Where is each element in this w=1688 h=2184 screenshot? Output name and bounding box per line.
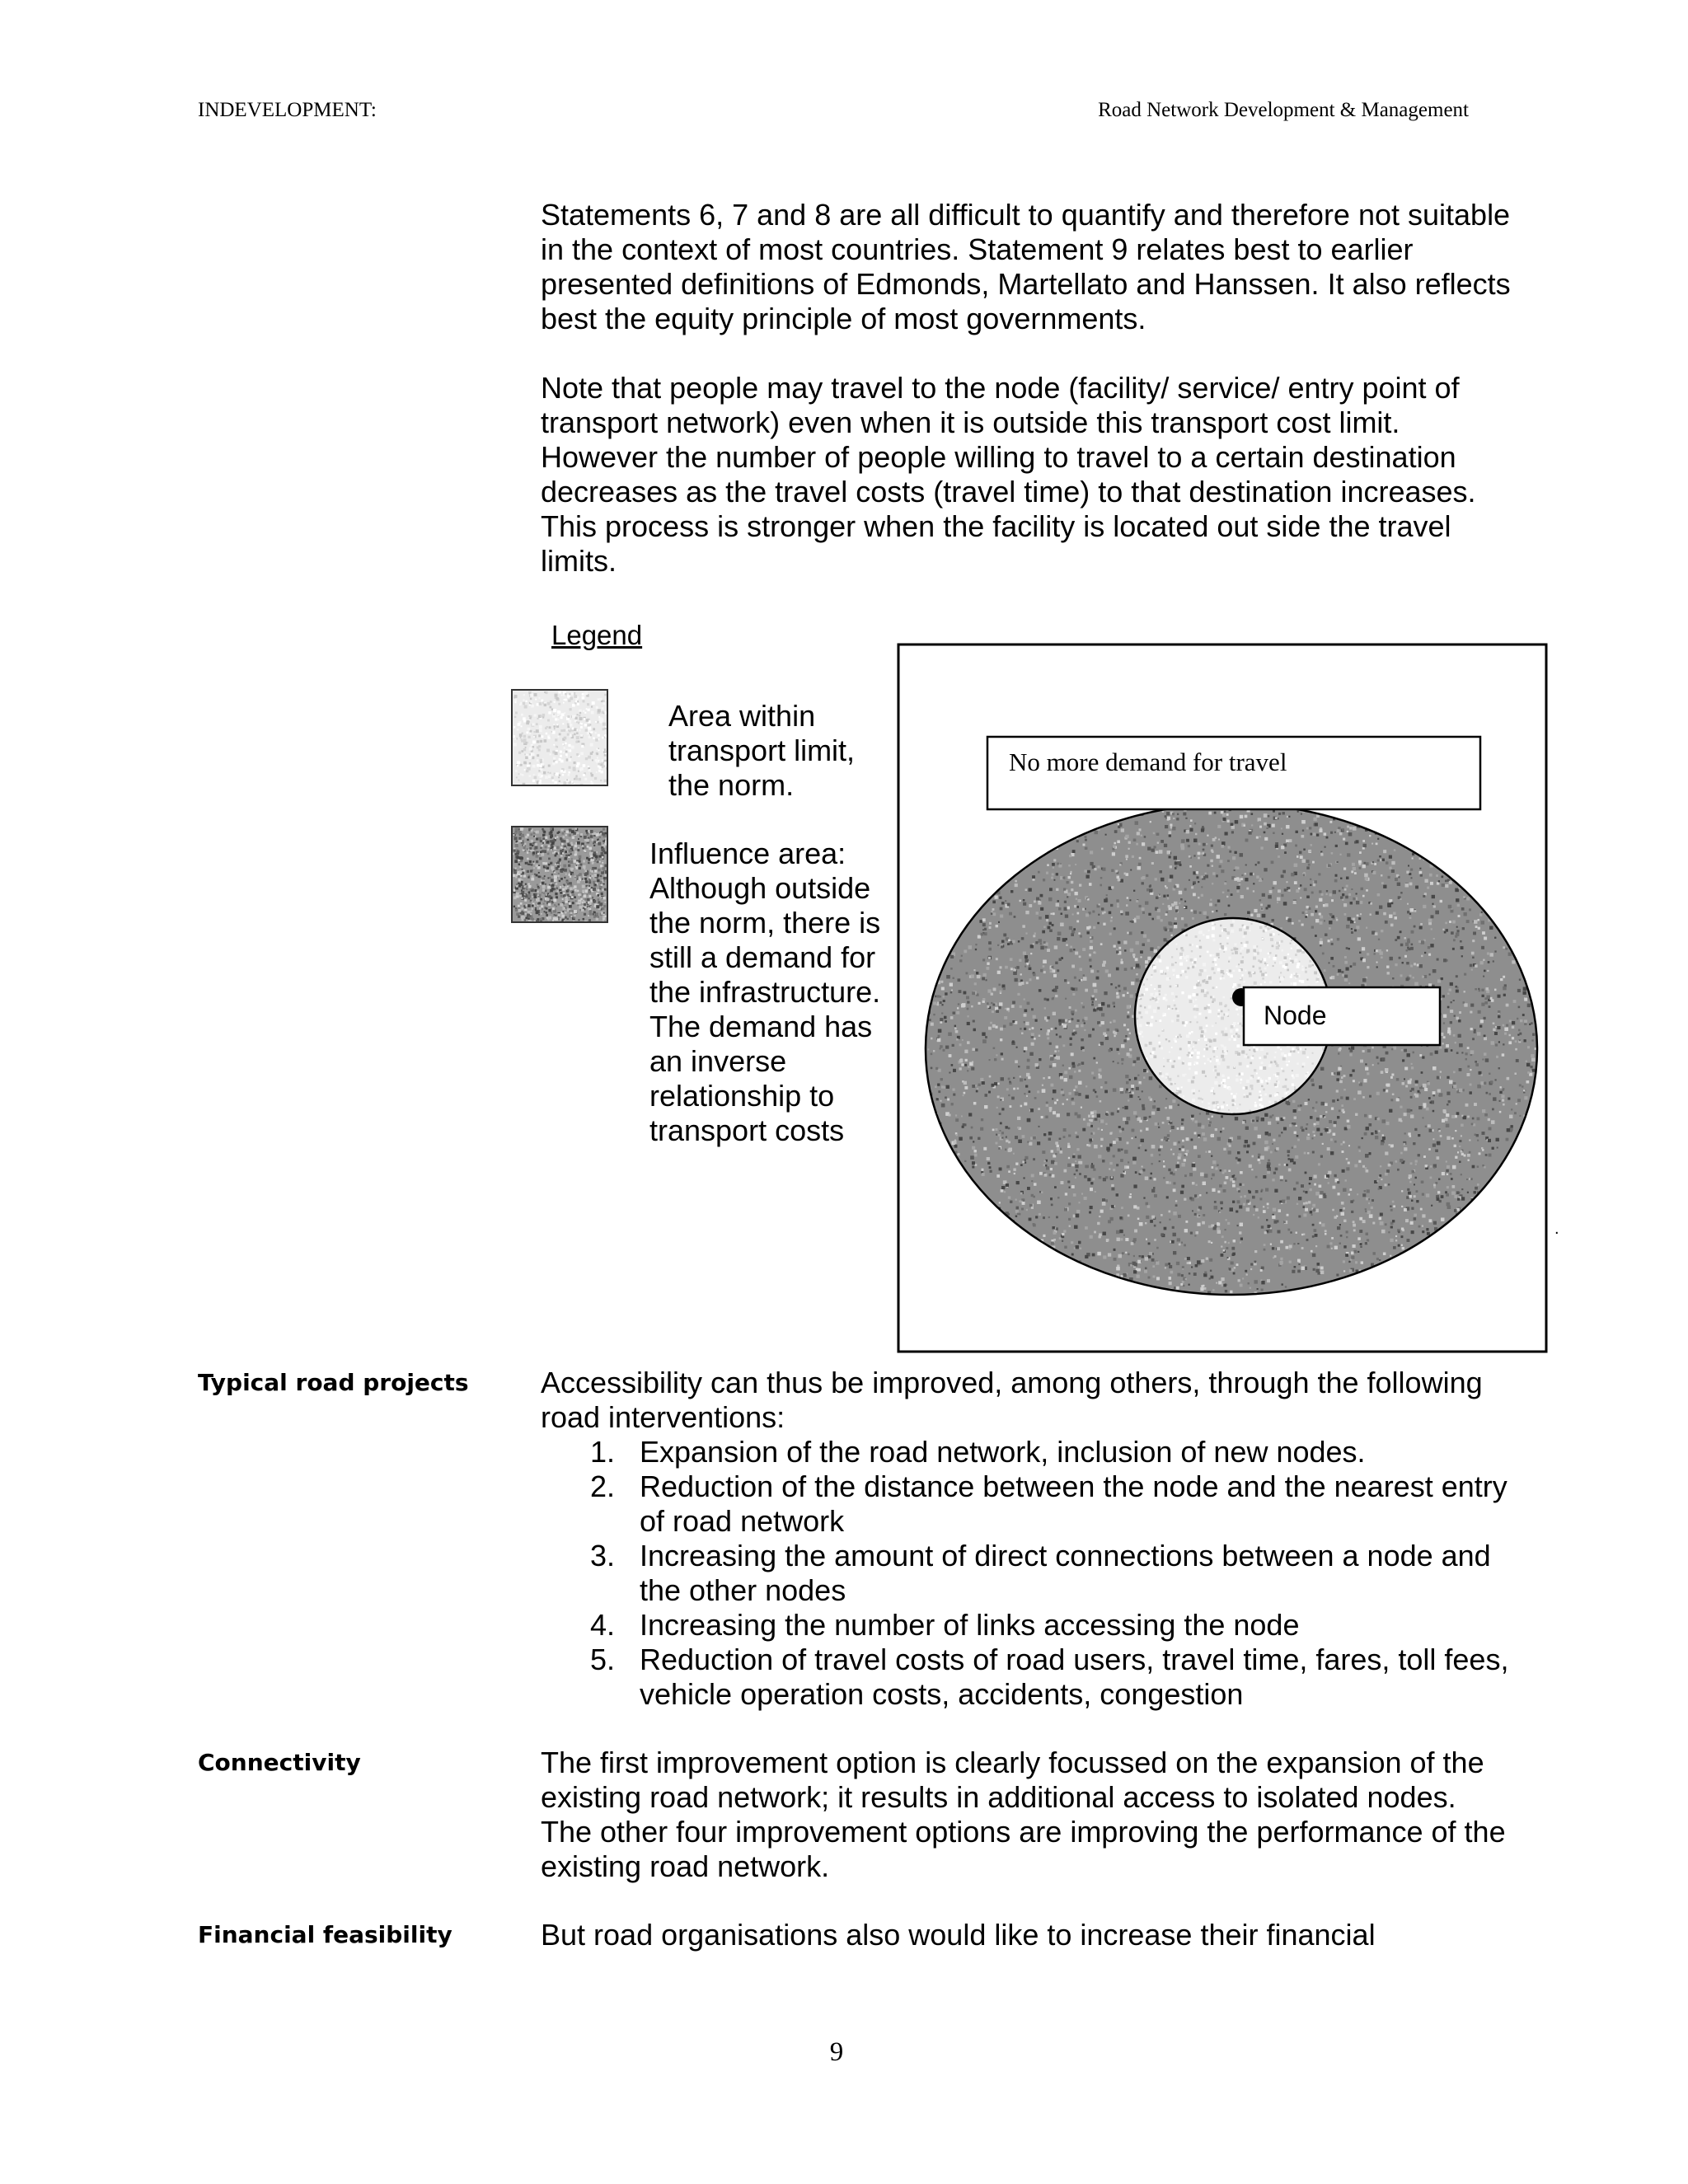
legend-title: Legend bbox=[551, 620, 643, 650]
header-left: INDEVELOPMENT: bbox=[198, 99, 377, 121]
paragraph-accessibility: Accessibility can thus be improved, among others, through the following road interventions: bbox=[541, 1366, 1483, 1434]
legend-swatch-dark bbox=[511, 826, 608, 923]
node-label: Node bbox=[1264, 1001, 1327, 1030]
side-label-financial-feasibility: Financial feasibility bbox=[198, 1921, 452, 1948]
side-label-typical-road-projects: Typical road projects bbox=[198, 1369, 469, 1396]
paragraph-financial: But road organisations also would like to increase their financial bbox=[541, 1918, 1376, 1952]
list-item: 2. Reduction of the distance between the node and the nearest entry of road network bbox=[590, 1469, 1507, 1538]
paragraph-connectivity: The first improvement option is clearly focussed on the expansion of the existing road network; it results in additional access to isolated nodes. The other four improvement options are improving the performance of the existing road network. bbox=[541, 1746, 1506, 1883]
legend-item-norm: Area within transport limit, the norm. bbox=[668, 699, 856, 802]
legend-swatch-light bbox=[511, 689, 608, 786]
no-demand-label: No more demand for travel bbox=[1009, 748, 1287, 776]
interventions-list bbox=[541, 1435, 1513, 1712]
legend-item-influence: Influence area: Although outside the norm, there is still a demand for the infrastructure. The demand has an inverse relationship to transport costs bbox=[649, 837, 881, 1147]
page-number: 9 bbox=[829, 2037, 844, 2067]
accessibility-diagram bbox=[897, 643, 1548, 1353]
list-item: 3. Increasing the amount of direct connections between a node and the other nodes bbox=[590, 1539, 1491, 1607]
paragraph-travel-note: Note that people may travel to the node (facility/ service/ entry point of transport network) even when it is outside this transport cost limit. However the number of people willing to travel to a certain destination decreases as the travel costs (travel time) to that destination increases. This process is stronger when the facility is located out side the travel limits. bbox=[541, 371, 1476, 578]
stray-mark: . bbox=[1554, 1220, 1559, 1238]
list-item: 1. Expansion of the road network, inclusion of new nodes. bbox=[590, 1435, 1366, 1469]
list-item: 4. Increasing the number of links accessing the node bbox=[590, 1608, 1300, 1642]
header-right: Road Network Development & Management bbox=[1098, 99, 1469, 121]
list-item: 5. Reduction of travel costs of road users, travel time, fares, toll fees, vehicle operation costs, accidents, congestion bbox=[590, 1643, 1509, 1711]
paragraph-statements: Statements 6, 7 and 8 are all difficult to quantify and therefore not suitable in the context of most countries. Statement 9 relates best to earlier presented definitions of Edmonds, Martellato and Hanssen. It also reflects best the equity principle of most governments. bbox=[541, 198, 1511, 335]
side-label-connectivity: Connectivity bbox=[198, 1749, 361, 1776]
